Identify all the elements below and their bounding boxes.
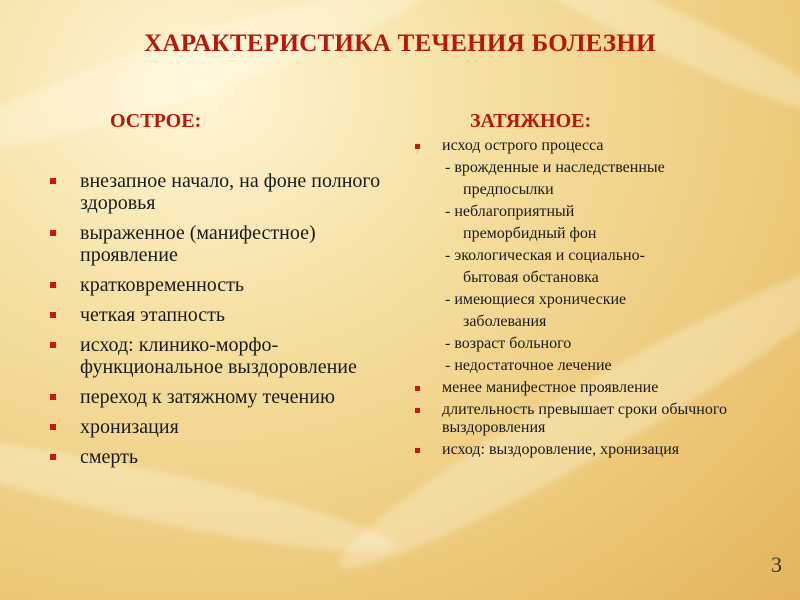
- bullet-icon: [50, 342, 56, 348]
- list-item: внезапное начало, на фоне полного здоровья: [50, 170, 400, 214]
- list-item: четкая этапность: [50, 304, 400, 326]
- bullet-icon: [415, 448, 420, 453]
- list-subitem: - неблагоприятный: [445, 203, 575, 220]
- slide-title: ХАРАКТЕРИСТИКА ТЕЧЕНИЯ БОЛЕЗНИ: [144, 30, 656, 57]
- bullet-icon: [50, 312, 56, 318]
- list-item: выраженное (манифестное) проявление: [50, 222, 400, 266]
- list-item: исход острого процесса: [415, 137, 785, 155]
- list-item: менее манифестное проявление: [415, 379, 785, 397]
- list-item: смерть: [50, 446, 400, 468]
- prolonged-heading: ЗАТЯЖНОЕ:: [470, 110, 592, 132]
- bullet-icon: [50, 282, 56, 288]
- list-item: исход: выздоровление, хронизация: [415, 441, 785, 459]
- bullet-icon: [50, 230, 56, 236]
- bullet-icon: [50, 178, 56, 184]
- acute-list: [50, 170, 400, 476]
- bullet-icon: [50, 454, 56, 460]
- bullet-icon: [50, 424, 56, 430]
- list-subitem: - недостаточное лечение: [445, 357, 612, 374]
- list-item: хронизация: [50, 416, 400, 438]
- list-item: длительность превышает сроки обычного выздоровления: [415, 401, 785, 437]
- list-subitem: - возраст больного: [445, 335, 572, 352]
- list-item: переход к затяжному течению: [50, 386, 400, 408]
- list-item: исход: клинико-морфо-функциональное выздоровление: [50, 334, 400, 378]
- list-subitem: заболевания: [463, 313, 547, 330]
- bullet-icon: [50, 394, 56, 400]
- list-subitem: - экологическая и социально-: [445, 247, 645, 264]
- acute-heading: ОСТРОЕ:: [110, 110, 202, 132]
- bullet-icon: [415, 144, 420, 149]
- list-subitem: - имеющиеся хронические: [445, 291, 627, 308]
- list-subitem: бытовая обстановка: [463, 269, 599, 286]
- list-subitem: предпосылки: [463, 181, 554, 198]
- list-subitem: - врожденные и наследственные: [445, 159, 665, 176]
- bullet-icon: [415, 386, 420, 391]
- list-subitem: преморбидный фон: [463, 225, 597, 242]
- page-number: 3: [771, 552, 782, 577]
- prolonged-list: [415, 137, 785, 463]
- list-item: кратковременность: [50, 274, 400, 296]
- bullet-icon: [415, 408, 420, 413]
